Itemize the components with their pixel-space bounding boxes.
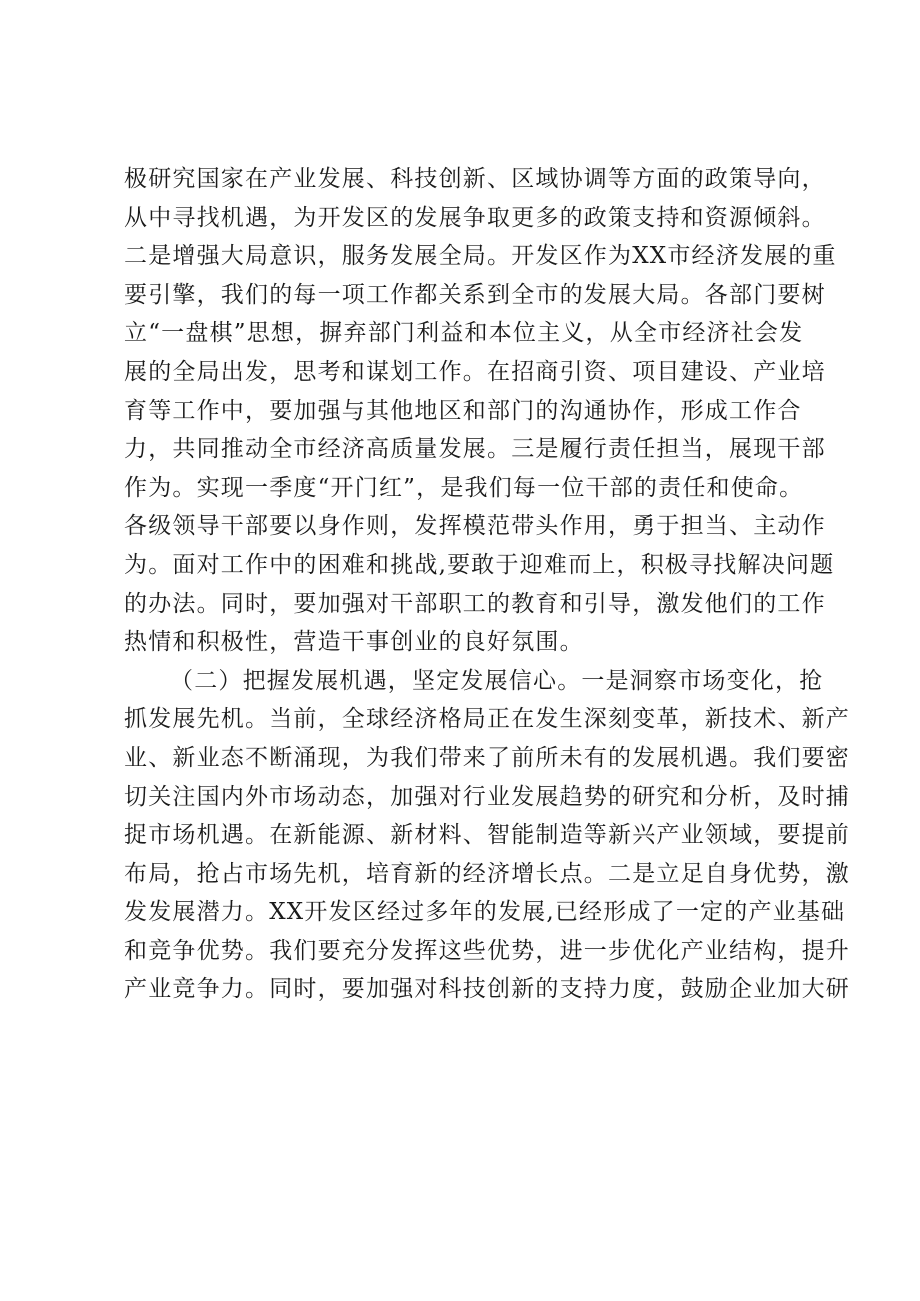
text-line: 极研究国家在产业发展、科技创新、区域协调等方面的政策导向， <box>124 166 826 192</box>
text-line: 抓发展先机。当前，全球经济格局正在发生深刻变革，新技术、新产 <box>124 706 850 733</box>
text-line: 热情和积极性，营造干事创业的良好氛围。 <box>124 629 584 656</box>
text-line: 立“一盘棋”思想，摒弃部门利益和本位主义，从全市经济社会发 <box>124 320 804 347</box>
text-line: 为。面对工作中的困难和挑战,要敢于迎难而上，积极寻找解决问题 <box>124 551 835 578</box>
text-line: 各级领导干部要以身作则，发挥模范带头作用，勇于担当、主动作 <box>124 513 826 540</box>
text-line: 捉市场机遇。在新能源、新材料、智能制造等新兴产业领域，要提前 <box>124 822 850 849</box>
text-line: 从中寻找机遇，为开发区的发展争取更多的政策支持和资源倾斜。 <box>124 204 826 231</box>
text-line: 布局，抢占市场先机，培育新的经济增长点。二是立足自身优势，激 <box>124 860 850 887</box>
text-line: 产业竞争力。同时，要加强对科技创新的支持力度，鼓励企业加大研 <box>124 976 850 1003</box>
body-text <box>124 160 850 1009</box>
text-line: 发发展潜力。XX开发区经过多年的发展,已经形成了一定的产业基础 <box>124 899 846 926</box>
text-line: 要引擎，我们的每一项工作都关系到全市的发展大局。各部门要树 <box>124 281 826 308</box>
text-line: 展的全局出发，思考和谋划工作。在招商引资、项目建设、产业培 <box>124 358 826 385</box>
text-line: 作为。实现一季度“开门红”，是我们每一位干部的责任和使命。 <box>124 474 804 501</box>
text-line: 育等工作中，要加强与其他地区和部门的沟通协作，形成工作合 <box>124 397 802 424</box>
text-line: 的办法。同时，要加强对干部职工的教育和引导，激发他们的工作 <box>124 590 826 617</box>
text-line: 业、新业态不断涌现，为我们带来了前所未有的发展机遇。我们要密 <box>124 744 850 771</box>
section-heading-line: （二）把握发展机遇，坚定发展信心。一是洞察市场变化，抢 <box>170 667 824 694</box>
text-line: 切关注国内外市场动态，加强对行业发展趋势的研究和分析，及时捕 <box>124 783 850 810</box>
text-line: 和竞争优势。我们要充分发挥这些优势，进一步优化产业结构，提升 <box>124 937 850 964</box>
text-line: 二是增强大局意识，服务发展全局。开发区作为XX市经济发展的重 <box>124 243 837 270</box>
text-line: 力，共同推动全市经济高质量发展。三是履行责任担当，展现干部 <box>124 436 826 463</box>
